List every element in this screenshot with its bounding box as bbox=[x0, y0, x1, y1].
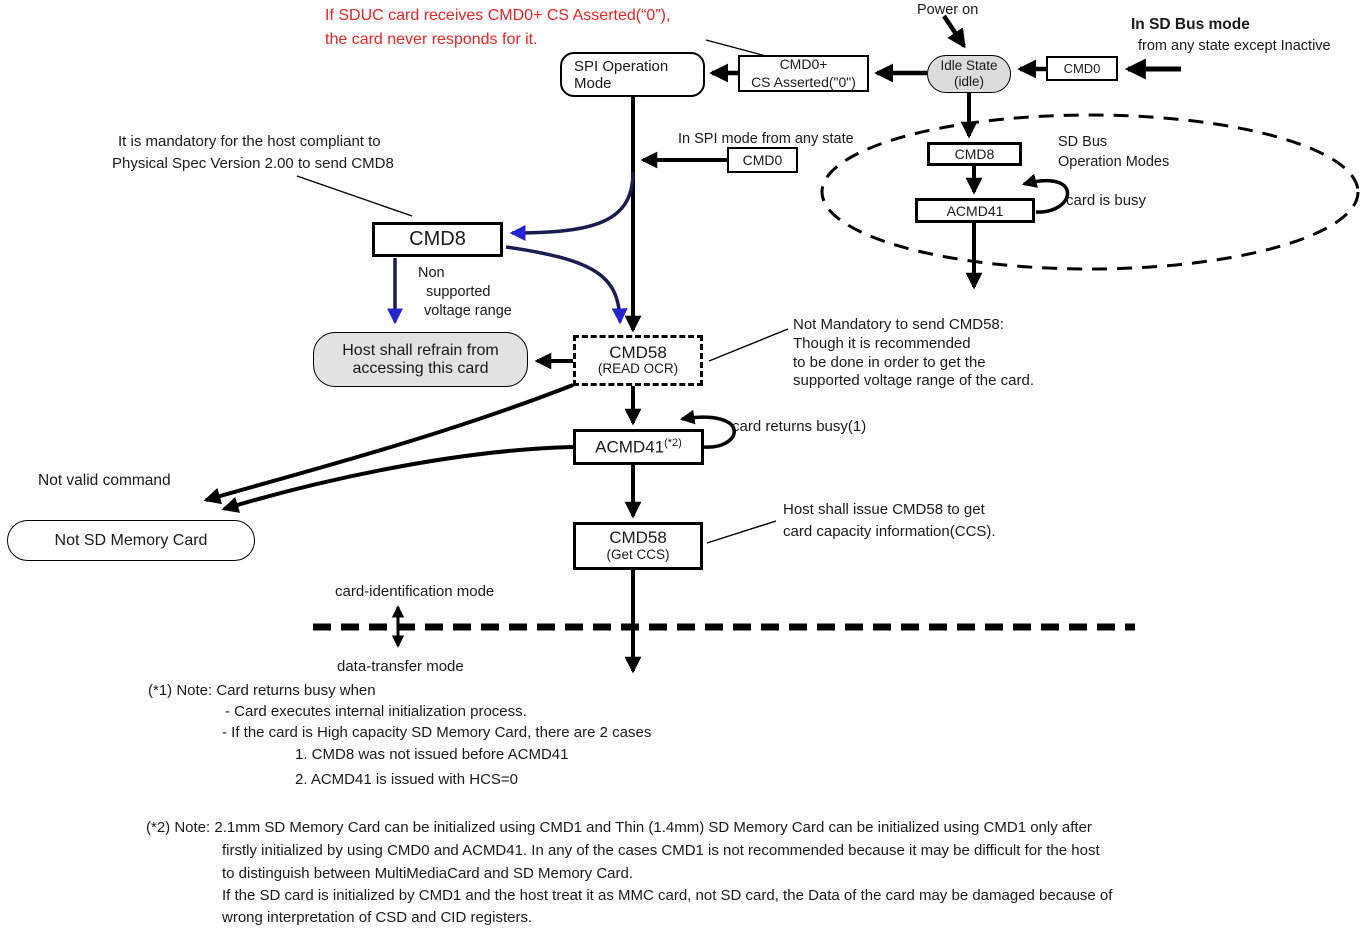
arrow-mainline-to-cmd8spi bbox=[512, 172, 633, 233]
arrow-cmd58-to-notsd bbox=[206, 385, 573, 500]
note1-item1: - Card executes internal initialization process. bbox=[225, 703, 527, 720]
mandatory-cmd8-line1: It is mandatory for the host compliant to bbox=[118, 133, 381, 150]
sd-bus-mode-label: In SD Bus mode bbox=[1131, 16, 1250, 33]
node-cmd0-spi[interactable] bbox=[727, 147, 798, 173]
idle-state-label2: (idle) bbox=[953, 74, 984, 89]
note1-case2: 2. ACMD41 is issued with HCS=0 bbox=[295, 771, 519, 788]
acmd41-footnote-ref: (*2) bbox=[664, 436, 682, 449]
note1-line1: (*1) Note: Card returns busy when bbox=[148, 682, 376, 699]
node-cmd8-sdbus[interactable] bbox=[927, 142, 1022, 166]
sd-bus-modes-label2: Operation Modes bbox=[1058, 154, 1170, 170]
host-issue-line1: Host shall issue CMD58 to get bbox=[783, 501, 985, 518]
node-idle-state[interactable] bbox=[927, 55, 1011, 93]
non-supported-line3: voltage range bbox=[424, 302, 512, 319]
note1-item2: - If the card is High capacity SD Memory Card, there are 2 cases bbox=[222, 724, 652, 741]
power-on-label: Power on bbox=[917, 2, 979, 18]
not-mandatory-line2: Though it is recommended bbox=[793, 334, 971, 352]
leader-red-warning bbox=[706, 40, 766, 56]
data-transfer-mode-label: data-transfer mode bbox=[337, 658, 464, 675]
acmd41-main-label bbox=[595, 437, 682, 458]
not-mandatory-note bbox=[793, 316, 1034, 391]
node-not-sd-memory-card[interactable] bbox=[7, 520, 255, 561]
note2-line2: firstly initialized by using CMD0 and ACMD41. In any of the cases CMD1 is not recommended because it may be difficult for the host bbox=[222, 842, 1100, 859]
non-supported-line1: Non bbox=[418, 265, 445, 281]
sduc-warning-line2: the card never responds for it. bbox=[325, 31, 538, 48]
cmd0-cs-label2: CS Asserted("0") bbox=[751, 73, 856, 90]
card-is-busy-label: card is busy bbox=[1066, 192, 1147, 209]
host-refrain-label2: accessing this card bbox=[352, 359, 489, 377]
acmd41-main-text: ACMD41 bbox=[595, 437, 665, 457]
node-spi-operation-mode[interactable] bbox=[560, 52, 705, 97]
node-cmd58-get-ccs[interactable] bbox=[573, 522, 703, 570]
node-cmd0-top[interactable] bbox=[1046, 56, 1118, 81]
spi-operation-mode-label2: Mode bbox=[574, 74, 612, 92]
arrow-power-on bbox=[944, 16, 964, 46]
sd-bus-modes-label1: SD Bus bbox=[1058, 134, 1108, 150]
note2-line4: If the SD card is initialized by CMD1 and the host treat it as MMC card, not SD card, the Data of the card may be damaged because of bbox=[222, 887, 1113, 904]
node-host-refrain[interactable] bbox=[313, 332, 528, 387]
cmd58-read-label1: CMD58 bbox=[609, 342, 667, 362]
cmd0-spi-label: CMD0 bbox=[742, 152, 783, 168]
cmd0-top-label: CMD0 bbox=[1063, 61, 1101, 76]
leader-mandatory-cmd8 bbox=[297, 176, 412, 216]
cmd58-ccs-label1: CMD58 bbox=[609, 528, 667, 548]
acmd41-sdbus-label: ACMD41 bbox=[946, 202, 1004, 219]
arrow-cmd8spi-to-cmd58 bbox=[506, 247, 620, 322]
not-mandatory-line1: Not Mandatory to send CMD58: bbox=[793, 316, 1004, 333]
arrow-acmd41-to-notsd bbox=[224, 447, 573, 509]
spi-operation-mode-label1: SPI Operation bbox=[574, 57, 669, 75]
sd-bus-mode-sublabel: from any state except Inactive bbox=[1138, 38, 1331, 54]
host-issue-line2: card capacity information(CCS). bbox=[783, 523, 996, 540]
idle-state-label1: Idle State bbox=[940, 57, 998, 73]
sduc-warning-line1: If SDUC card receives CMD0+ CS Asserted(“0”), bbox=[325, 7, 671, 24]
node-acmd41-sdbus[interactable] bbox=[915, 198, 1035, 223]
cmd8-sdbus-label: CMD8 bbox=[954, 146, 995, 162]
card-identification-mode-label: card-identification mode bbox=[335, 583, 495, 600]
node-cmd8-spi[interactable] bbox=[372, 222, 503, 257]
leader-cmd58ccs-hostissue bbox=[707, 521, 776, 543]
cmd8-spi-label: CMD8 bbox=[409, 228, 466, 250]
host-refrain-label1: Host shall refrain from bbox=[342, 341, 499, 359]
not-valid-command-label: Not valid command bbox=[38, 472, 171, 489]
not-sd-memory-card-label: Not SD Memory Card bbox=[54, 531, 208, 549]
leader-cmd58-notmandatory bbox=[709, 329, 788, 361]
cmd58-read-label2: (READ OCR) bbox=[597, 361, 679, 377]
spi-mode-any-state-label: In SPI mode from any state bbox=[678, 131, 854, 147]
node-cmd58-read-ocr[interactable] bbox=[573, 335, 703, 386]
not-mandatory-line4: supported voltage range of the card. bbox=[793, 372, 1034, 390]
note1-case1: 1. CMD8 was not issued before ACMD41 bbox=[295, 746, 569, 763]
mandatory-cmd8-line2: Physical Spec Version 2.00 to send CMD8 bbox=[112, 155, 394, 172]
node-cmd0-cs-asserted[interactable] bbox=[738, 55, 869, 92]
note2-line3: to distinguish between MultiMediaCard and SD Memory Card. bbox=[222, 865, 634, 882]
not-mandatory-line3: to be done in order to get the bbox=[793, 353, 986, 371]
node-acmd41-main[interactable] bbox=[573, 429, 704, 465]
non-supported-voltage-note bbox=[418, 264, 512, 321]
non-supported-line2: supported bbox=[426, 283, 491, 300]
card-returns-busy-label: card returns busy(1) bbox=[732, 418, 867, 435]
note2-line1: (*2) Note: 2.1mm SD Memory Card can be initialized using CMD1 and Thin (1.4mm) SD Memory Card can be initialized using CMD1 only after bbox=[146, 819, 1092, 836]
cmd0-cs-label1: CMD0+ bbox=[779, 56, 828, 72]
cmd58-ccs-label2: (Get CCS) bbox=[606, 546, 670, 562]
note2-line5: wrong interpretation of CSD and CID registers. bbox=[222, 909, 533, 926]
